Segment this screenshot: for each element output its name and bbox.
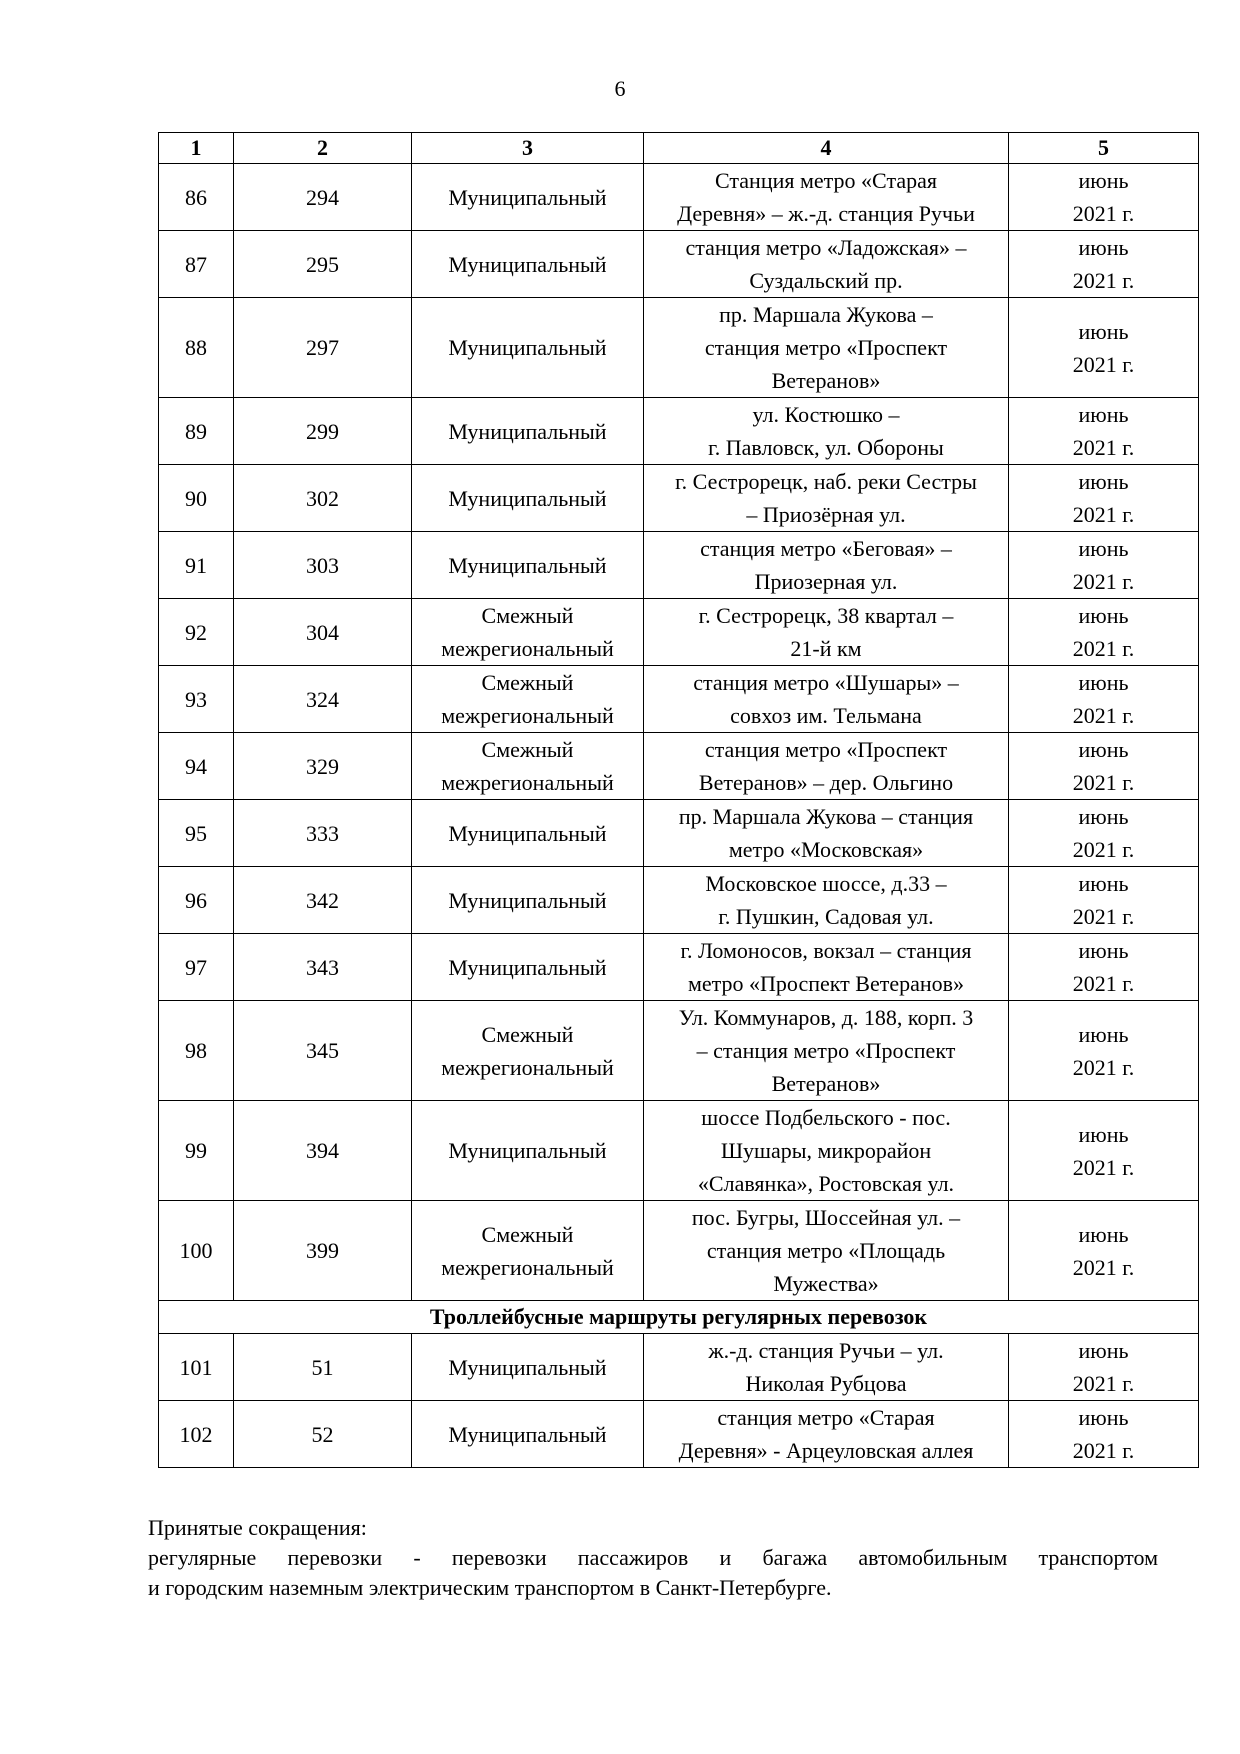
table-row: [159, 164, 1199, 231]
start-date-cell: [1009, 231, 1199, 298]
route-type-line: межрегиональный: [441, 636, 614, 661]
route-number-cell: 302: [234, 465, 412, 532]
start-date-line: 2021 г.: [1072, 569, 1135, 594]
row-number-cell: 102: [159, 1401, 234, 1468]
start-date-line: 2021 г.: [1072, 971, 1135, 996]
route-number-cell: 299: [234, 398, 412, 465]
start-date-line: 2021 г.: [1072, 1054, 1135, 1080]
route-path-line: станция метро «Шушары» –: [693, 670, 959, 695]
start-date-line: июнь: [1078, 1221, 1129, 1247]
route-type-line: межрегиональный: [441, 770, 614, 795]
route-number-cell: 329: [234, 733, 412, 800]
table-row: [159, 298, 1199, 398]
start-date-line: 2021 г.: [1072, 268, 1135, 293]
route-type-line: Муниципальный: [448, 1421, 607, 1447]
route-path-line: Приозерная ул.: [754, 569, 898, 594]
route-type-line: Муниципальный: [448, 552, 607, 578]
route-path-line: пр. Маршала Жукова – станция: [678, 804, 974, 829]
table-row: [159, 1201, 1199, 1301]
start-date-line: 2021 г.: [1072, 502, 1135, 527]
route-type-line: межрегиональный: [441, 1254, 614, 1280]
start-date-cell: [1009, 398, 1199, 465]
route-path-cell: [644, 465, 1009, 532]
route-path-cell: [644, 231, 1009, 298]
route-path-line: Московское шоссе, д.33 –: [705, 871, 947, 896]
route-path-line: г. Сестрорецк, 38 квартал –: [698, 603, 954, 628]
table-row: [159, 599, 1199, 666]
route-number-cell: 324: [234, 666, 412, 733]
route-type-cell: [412, 934, 644, 1001]
route-type-line: Смежный: [481, 603, 574, 628]
route-number-cell: 394: [234, 1101, 412, 1201]
route-path-cell: [644, 1101, 1009, 1201]
row-number-cell: 95: [159, 800, 234, 867]
route-path-line: станция метро «Площадь: [706, 1238, 946, 1263]
route-number-cell: 294: [234, 164, 412, 231]
column-header: 3: [412, 133, 644, 164]
route-type-line: Муниципальный: [448, 954, 607, 980]
route-number-cell: 295: [234, 231, 412, 298]
row-number-cell: 91: [159, 532, 234, 599]
start-date-line: июнь: [1078, 1121, 1129, 1147]
route-type-line: Смежный: [481, 737, 574, 762]
start-date-line: 2021 г.: [1072, 703, 1135, 728]
route-type-cell: [412, 599, 644, 666]
route-path-cell: [644, 398, 1009, 465]
route-number-cell: 303: [234, 532, 412, 599]
start-date-line: 2021 г.: [1072, 201, 1135, 226]
start-date-cell: [1009, 1001, 1199, 1101]
route-type-cell: [412, 465, 644, 532]
route-path-cell: [644, 532, 1009, 599]
route-number-cell: 342: [234, 867, 412, 934]
route-path-line: станция метро «Проспект: [704, 737, 948, 762]
start-date-line: 2021 г.: [1072, 837, 1135, 862]
route-path-cell: [644, 666, 1009, 733]
route-type-line: Муниципальный: [448, 1138, 607, 1163]
route-path-line: г. Ломоносов, вокзал – станция: [680, 938, 972, 963]
row-number-cell: 89: [159, 398, 234, 465]
route-path-line: – Приозёрная ул.: [746, 502, 906, 527]
start-date-cell: [1009, 298, 1199, 398]
start-date-line: 2021 г.: [1072, 904, 1135, 929]
route-number-cell: 297: [234, 298, 412, 398]
route-path-cell: [644, 1001, 1009, 1101]
table-row: [159, 733, 1199, 800]
route-path-line: станция метро «Старая: [717, 1405, 935, 1430]
route-type-line: Муниципальный: [448, 1354, 607, 1380]
route-type-line: межрегиональный: [441, 1054, 614, 1080]
route-type-cell: [412, 733, 644, 800]
row-number-cell: 97: [159, 934, 234, 1001]
start-date-line: июнь: [1078, 1338, 1129, 1363]
table-row: [159, 1101, 1199, 1201]
start-date-cell: [1009, 1201, 1199, 1301]
column-header: 4: [644, 133, 1009, 164]
start-date-line: июнь: [1078, 1021, 1129, 1047]
routes-table: [158, 132, 1199, 1468]
start-date-cell: [1009, 599, 1199, 666]
start-date-line: 2021 г.: [1072, 1438, 1135, 1463]
route-type-cell: [412, 1401, 644, 1468]
route-type-line: Муниципальный: [448, 418, 607, 444]
route-path-line: 21-й км: [790, 636, 862, 661]
routes-bus-body: [159, 164, 1199, 1301]
route-path-cell: [644, 733, 1009, 800]
route-path-line: г. Пушкин, Садовая ул.: [718, 904, 934, 929]
start-date-line: июнь: [1078, 603, 1129, 628]
row-number-cell: 88: [159, 298, 234, 398]
route-type-cell: [412, 867, 644, 934]
route-path-line: ж.-д. станция Ручьи – ул.: [708, 1338, 944, 1363]
start-date-line: июнь: [1078, 168, 1129, 193]
route-path-line: Ветеранов» – дер. Ольгино: [698, 770, 954, 795]
routes-trolleybus-body: [159, 1334, 1199, 1468]
route-type-line: Муниципальный: [448, 184, 607, 210]
route-type-line: Смежный: [481, 1221, 574, 1247]
route-type-cell: [412, 1334, 644, 1401]
route-type-line: Муниципальный: [448, 887, 607, 913]
route-type-line: Смежный: [481, 670, 574, 695]
start-date-cell: [1009, 666, 1199, 733]
row-number-cell: 98: [159, 1001, 234, 1101]
row-number-cell: 93: [159, 666, 234, 733]
start-date-line: июнь: [1078, 1405, 1129, 1430]
route-type-cell: [412, 398, 644, 465]
start-date-line: июнь: [1078, 938, 1129, 963]
route-type-cell: [412, 1101, 644, 1201]
route-type-cell: [412, 1201, 644, 1301]
row-number-cell: 87: [159, 231, 234, 298]
route-type-cell: [412, 164, 644, 231]
route-path-cell: [644, 1401, 1009, 1468]
table-row: [159, 867, 1199, 934]
table-row: [159, 231, 1199, 298]
start-date-line: июнь: [1078, 536, 1129, 561]
route-path-line: станция метро «Проспект: [704, 335, 948, 360]
route-type-cell: [412, 1001, 644, 1101]
notes-block: [148, 1513, 1158, 1603]
route-path-line: ул. Костюшко –: [752, 402, 900, 427]
route-path-line: станция метро «Беговая» –: [700, 536, 952, 561]
table-row: [159, 934, 1199, 1001]
route-path-line: совхоз им. Тельмана: [730, 703, 922, 728]
route-path-line: метро «Проспект Ветеранов»: [687, 971, 965, 996]
start-date-cell: [1009, 1101, 1199, 1201]
row-number-cell: 92: [159, 599, 234, 666]
route-type-cell: [412, 666, 644, 733]
route-type-line: Муниципальный: [448, 335, 607, 360]
route-path-line: Ветеранов»: [771, 1071, 881, 1096]
row-number-cell: 96: [159, 867, 234, 934]
route-path-cell: [644, 1201, 1009, 1301]
route-path-line: – станция метро «Проспект: [696, 1038, 956, 1063]
route-number-cell: 51: [234, 1334, 412, 1401]
start-date-line: 2021 г.: [1072, 435, 1135, 460]
route-path-line: Николая Рубцова: [745, 1371, 907, 1396]
start-date-line: 2021 г.: [1072, 1254, 1135, 1280]
route-path-line: Ветеранов»: [771, 368, 881, 393]
route-path-line: Суздальский пр.: [749, 268, 903, 293]
start-date-line: июнь: [1078, 402, 1129, 427]
route-path-line: шоссе Подбельского - пос.: [701, 1105, 951, 1130]
notes-definition-line-2: и городским наземным электрическим транспортом в Санкт-Петербурге.: [148, 1575, 832, 1600]
route-path-line: Ул. Коммунаров, д. 188, корп. 3: [678, 1005, 974, 1030]
start-date-line: 2021 г.: [1072, 1371, 1135, 1396]
route-path-line: Мужества»: [773, 1271, 879, 1296]
row-number-cell: 99: [159, 1101, 234, 1201]
start-date-line: июнь: [1078, 318, 1129, 344]
section-title: Троллейбусные маршруты регулярных перевозок: [159, 1301, 1199, 1334]
route-type-cell: [412, 231, 644, 298]
route-number-cell: 333: [234, 800, 412, 867]
route-number-cell: 304: [234, 599, 412, 666]
table-row: [159, 398, 1199, 465]
start-date-line: 2021 г.: [1072, 351, 1135, 377]
column-header: 5: [1009, 133, 1199, 164]
notes-definition-line-1: регулярные перевозки - перевозки пассажиров и багажа автомобильным транспортом: [148, 1545, 1158, 1570]
start-date-line: июнь: [1078, 235, 1129, 260]
row-number-cell: 86: [159, 164, 234, 231]
route-path-cell: [644, 934, 1009, 1001]
route-type-line: Смежный: [481, 1021, 574, 1047]
table-row: [159, 1001, 1199, 1101]
row-number-cell: 101: [159, 1334, 234, 1401]
route-path-line: станция метро «Ладожская» –: [685, 235, 967, 260]
route-type-line: Муниципальный: [448, 820, 607, 846]
route-path-line: г. Сестрорецк, наб. реки Сестры: [675, 469, 977, 494]
page-number: 6: [614, 76, 626, 101]
row-number-cell: 100: [159, 1201, 234, 1301]
route-path-line: г. Павловск, ул. Обороны: [708, 435, 944, 460]
table-row: [159, 465, 1199, 532]
table-row: [159, 800, 1199, 867]
route-type-line: Муниципальный: [448, 485, 607, 511]
start-date-cell: [1009, 1334, 1199, 1401]
route-type-line: Муниципальный: [448, 251, 607, 277]
route-path-cell: [644, 298, 1009, 398]
column-header: 1: [159, 133, 234, 164]
row-number-cell: 90: [159, 465, 234, 532]
section-row: [159, 1301, 1199, 1334]
start-date-cell: [1009, 465, 1199, 532]
route-path-line: Деревня» - Арцеуловская аллея: [678, 1438, 974, 1463]
table-row: [159, 532, 1199, 599]
start-date-line: 2021 г.: [1072, 1154, 1135, 1180]
start-date-cell: [1009, 934, 1199, 1001]
start-date-line: июнь: [1078, 804, 1129, 829]
table-row: [159, 1334, 1199, 1401]
start-date-cell: [1009, 733, 1199, 800]
route-type-cell: [412, 800, 644, 867]
route-path-cell: [644, 164, 1009, 231]
table-header-row: [159, 133, 1199, 164]
start-date-line: 2021 г.: [1072, 770, 1135, 795]
start-date-line: июнь: [1078, 670, 1129, 695]
route-path-line: пр. Маршала Жукова –: [719, 302, 933, 327]
column-header: 2: [234, 133, 412, 164]
route-number-cell: 345: [234, 1001, 412, 1101]
section-body: [159, 1301, 1199, 1334]
table-row: [159, 666, 1199, 733]
table-row: [159, 1401, 1199, 1468]
start-date-cell: [1009, 800, 1199, 867]
route-number-cell: 52: [234, 1401, 412, 1468]
route-type-line: межрегиональный: [441, 703, 614, 728]
start-date-cell: [1009, 1401, 1199, 1468]
route-type-cell: [412, 532, 644, 599]
start-date-cell: [1009, 532, 1199, 599]
notes-heading: Принятые сокращения:: [148, 1515, 367, 1540]
route-path-cell: [644, 1334, 1009, 1401]
start-date-line: июнь: [1078, 469, 1129, 494]
start-date-cell: [1009, 164, 1199, 231]
start-date-line: июнь: [1078, 737, 1129, 762]
route-path-cell: [644, 867, 1009, 934]
route-path-line: Станция метро «Старая: [715, 168, 937, 193]
start-date-line: 2021 г.: [1072, 636, 1135, 661]
route-path-line: Шушары, микрорайон: [720, 1138, 932, 1163]
start-date-line: июнь: [1078, 871, 1129, 896]
route-number-cell: 399: [234, 1201, 412, 1301]
row-number-cell: 94: [159, 733, 234, 800]
start-date-cell: [1009, 867, 1199, 934]
route-path-line: «Славянка», Ростовская ул.: [697, 1171, 955, 1196]
route-path-line: Деревня» – ж.-д. станция Ручьи: [677, 201, 975, 226]
route-number-cell: 343: [234, 934, 412, 1001]
route-path-cell: [644, 800, 1009, 867]
route-path-line: метро «Московская»: [728, 837, 924, 862]
route-path-cell: [644, 599, 1009, 666]
route-type-cell: [412, 298, 644, 398]
route-path-line: пос. Бугры, Шоссейная ул. –: [691, 1205, 961, 1230]
